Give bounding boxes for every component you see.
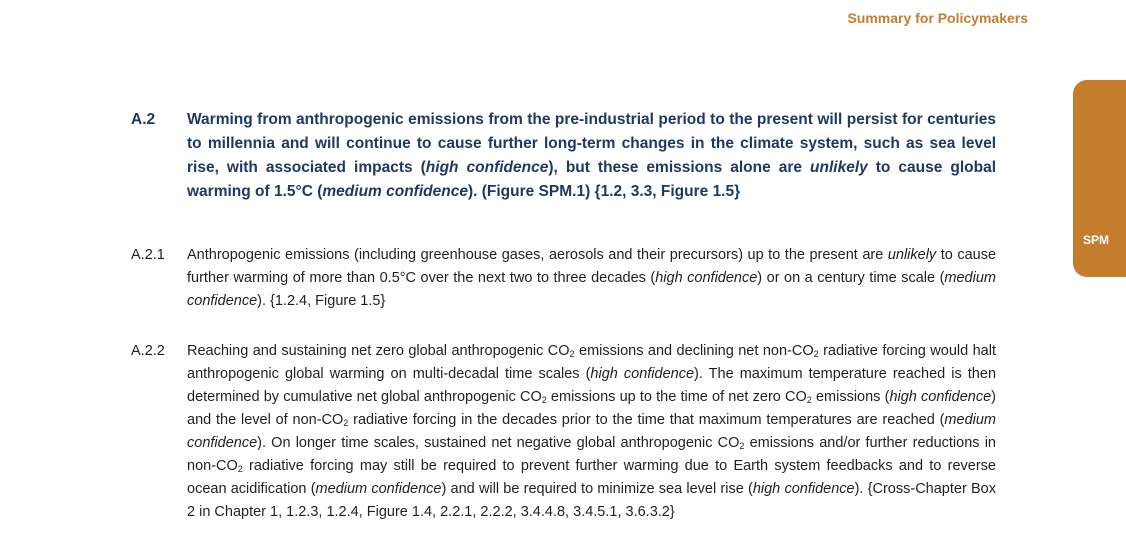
italic-text: medium confidence	[322, 183, 468, 200]
text-run: radiative forcing may still be required to prevent further warming due to Earth system feedbacks and to reverse ocean acidification (	[187, 458, 996, 497]
section-body	[187, 108, 996, 204]
subscript-text: 2	[343, 418, 349, 428]
subscript-text: 2	[541, 395, 547, 405]
text-run: emissions and declining net non-CO	[574, 343, 814, 359]
subscript-text: 2	[813, 349, 819, 359]
section-number: A.2	[131, 111, 156, 128]
section-number: A.2.2	[131, 343, 165, 359]
italic-text: medium confidence	[187, 270, 996, 309]
text-run: radiative forcing in the decades prior to the time that maximum temperatures are reached (	[348, 412, 945, 428]
text-run: ) and will be required to minimize sea level rise (	[441, 481, 753, 497]
running-header: Summary for Policymakers	[847, 10, 1028, 26]
text-run: ). The maximum temperature reached is then determined by cumulative net global anthropogenic CO	[187, 366, 997, 405]
italic-text: unlikely	[887, 247, 937, 263]
italic-text: high confidence	[752, 481, 855, 497]
side-tab-label: SPM	[1083, 233, 1110, 247]
text-run: ). (Figure SPM.1) {1.2, 3.3, Figure 1.5}	[467, 183, 741, 200]
text-run: ). {1.2.4, Figure 1.5}	[257, 293, 386, 309]
italic-text: high confidence	[655, 270, 758, 286]
text-run: Anthropogenic emissions (including greenhouse gases, aerosols and their precursors) up to the present are	[187, 247, 888, 263]
text-run: Warming from anthropogenic emissions from the pre-industrial period to the present will persist for centuries to millennia and will continue to cause further long-term changes in the climate system, such as sea level rise, with associated impacts (	[187, 111, 996, 176]
text-run: Reaching and sustaining net zero global anthropogenic CO	[187, 343, 570, 359]
section-body	[187, 340, 996, 524]
text-run: emissions up to the time of net zero CO	[546, 389, 807, 405]
section-body	[187, 244, 996, 313]
italic-text: high confidence	[590, 366, 695, 382]
subscript-text: 2	[237, 464, 243, 474]
subscript-text: 2	[806, 395, 812, 405]
italic-text: medium confidence	[315, 481, 442, 497]
text-run: to cause global warming of 1.5°C (	[187, 159, 996, 200]
text-run: ) and the level of non-CO	[187, 389, 997, 428]
text-run: ) or on a century time scale (	[757, 270, 945, 286]
italic-text: medium confidence	[187, 412, 996, 451]
text-run: radiative forcing would halt anthropogenic global warming on multi-decadal time scales (	[187, 343, 996, 382]
section-number: A.2.1	[131, 247, 165, 263]
subscript-text: 2	[739, 441, 745, 451]
text-run: ), but these emissions alone are	[548, 159, 811, 176]
text-run: emissions (	[811, 389, 890, 405]
italic-text: high confidence	[889, 389, 992, 405]
section-side-tab	[1073, 80, 1126, 277]
text-run: emissions and/or further reductions in non-CO	[187, 435, 996, 474]
italic-text: unlikely	[810, 159, 868, 176]
text-run: to cause further warming of more than 0.5°C over the next two to three decades (	[187, 247, 997, 286]
text-run: ). {Cross-Chapter Box 2 in Chapter 1, 1.2.3, 1.2.4, Figure 1.4, 2.2.1, 2.2.2, 3.4.4.8, 3.4.5.1, 3.6.3.2}	[187, 481, 996, 520]
italic-text: high confidence	[425, 159, 549, 176]
subscript-text: 2	[569, 349, 575, 359]
text-run: ). On longer time scales, sustained net negative global anthropogenic CO	[257, 435, 740, 451]
